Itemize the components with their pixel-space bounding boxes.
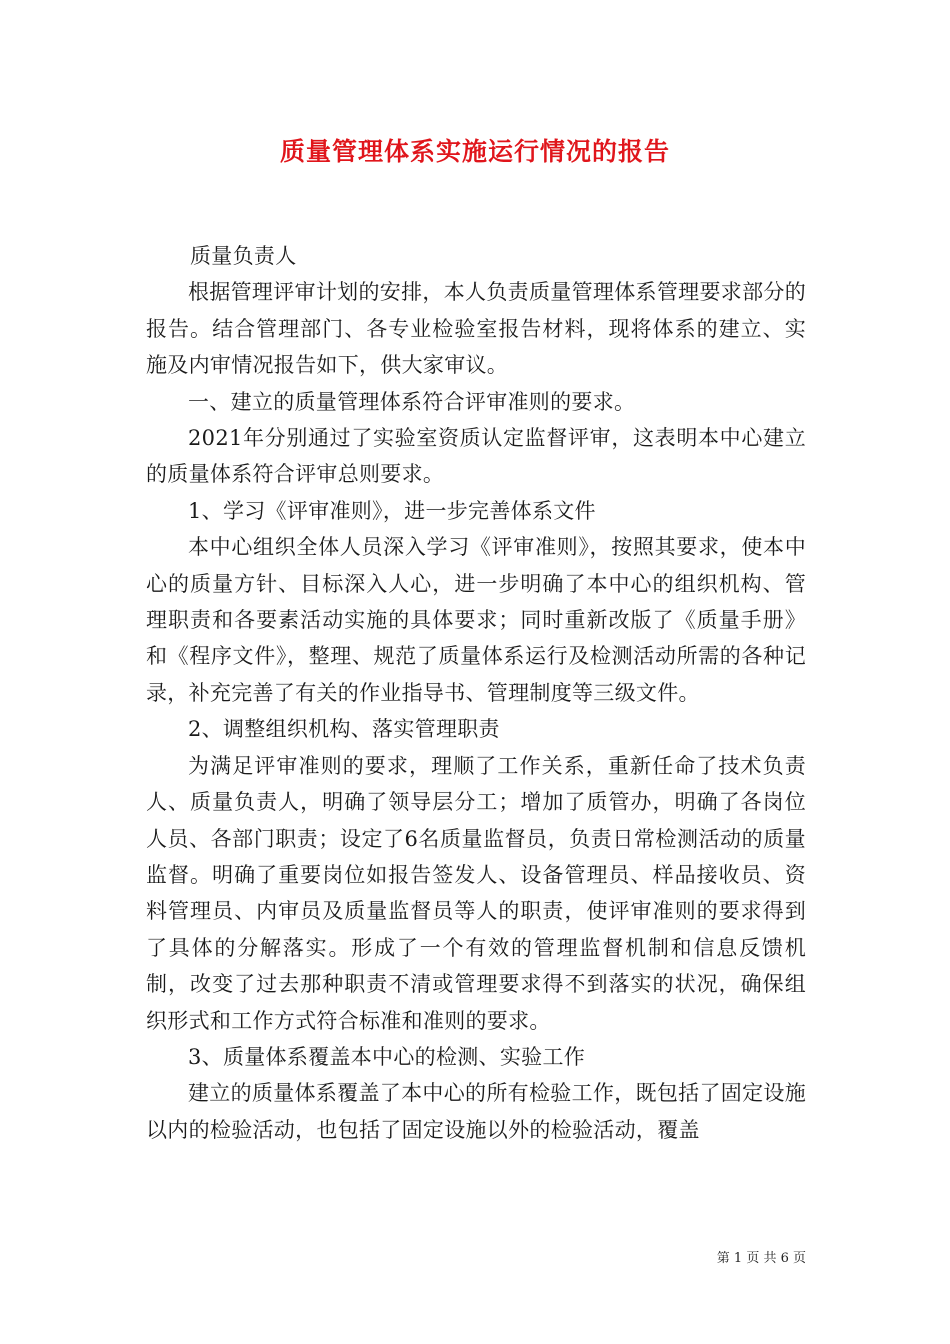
paragraph-certification: 2021年分别通过了实验室资质认定监督评审，这表明本中心建立的质量体系符合评审总则要求。 xyxy=(146,426,806,487)
paragraph-study-criteria: 本中心组织全体人员深入学习《评审准则》，按照其要求，使本中心的质量方针、目标深入人心，进一步明确了本中心的组织机构、管理职责和各要素活动实施的具体要求；同时重新改版了《质量手册》和《程序文件》，整理、规范了质量体系运行及检测活动所需的各种记录，补充完善了有关的作业指导书、管理制度等三级文件。 xyxy=(146,535,806,705)
subsection-heading-1: 1、学习《评审准则》，进一步完善体系文件 xyxy=(188,498,596,523)
paragraph-coverage: 建立的质量体系覆盖了本中心的所有检验工作，既包括了固定设施以内的检验活动，也包括了固定设施以外的检验活动，覆盖 xyxy=(146,1081,806,1142)
section-heading-1: 一、建立的质量管理体系符合评审准则的要求。 xyxy=(188,389,636,414)
subsection-heading-2: 2、调整组织机构、落实管理职责 xyxy=(188,717,500,742)
document-title: 质量管理体系实施运行情况的报告 xyxy=(279,137,670,166)
subsection-heading-3: 3、质量体系覆盖本中心的检测、实验工作 xyxy=(188,1044,586,1069)
paragraph-intro: 根据管理评审计划的安排，本人负责质量管理体系管理要求部分的报告。结合管理部门、各专业检验室报告材料，现将体系的建立、实施及内审情况报告如下，供大家审议。 xyxy=(146,280,806,378)
document-body xyxy=(146,238,806,1148)
page-number: 第 1 页 共 6 页 xyxy=(716,1251,806,1266)
paragraph-organization: 为满足评审准则的要求，理顺了工作关系，重新任命了技术负责人、质量负责人，明确了领导层分工；增加了质管办，明确了各岗位人员、各部门职责；设定了6名质量监督员，负责日常检测活动的质量监督。明确了重要岗位如报告签发人、设备管理员、样品接收员、资料管理员、内审员及质量监督员等人的职责，使评审准则的要求得到了具体的分解落实。形成了一个有效的管理监督机制和信息反馈机制，改变了过去那种职责不清或管理要求得不到落实的状况，确保组织形式和工作方式符合标准和准则的要求。 xyxy=(146,753,806,1033)
paragraph-addressee: 质量负责人 xyxy=(190,244,297,268)
